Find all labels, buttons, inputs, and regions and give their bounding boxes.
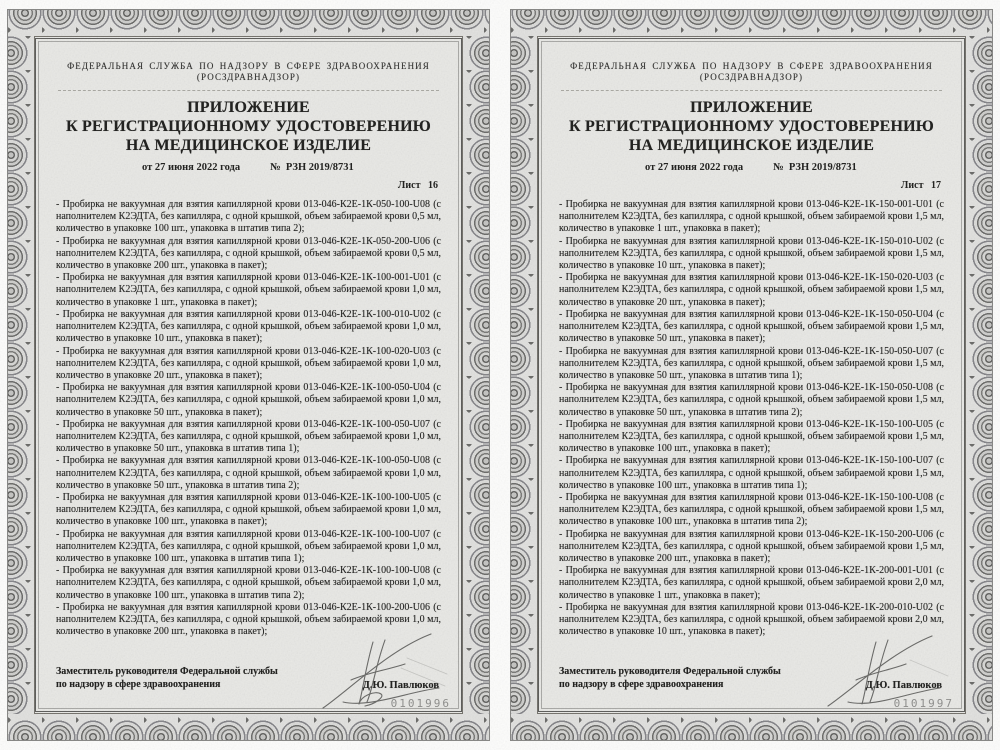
sheet-number: Лист 17 [900, 180, 941, 192]
product-item: - Пробирка не вакуумная для взятия капиллярной крови 013-046-К2Е-1К-100-050-U04 (с наполнителем К2ЭДТА, без капилляра, с одной крышкой, объем забираемой крови 1,0 мл, количество в упаковке 50 шт., упаковка в пакет); [56, 382, 441, 418]
title-line-2: К РЕГИСТРАЦИОННОМУ УДОСТОВЕРЕНИЮ [568, 117, 935, 135]
dashed-divider [58, 90, 439, 91]
agency-header [559, 61, 944, 84]
product-item: - Пробирка не вакуумная для взятия капиллярной крови 013-046-К2Е-1К-100-100-U07 (с наполнителем К2ЭДТА, без капилляра, с одной крышкой, объем забираемой крови 1,0 мл, количество в упаковке 100 шт., упаковка в штатив типа 1); [56, 528, 441, 564]
product-item: - Пробирка не вакуумная для взятия капиллярной крови 013-046-К2Е-1К-150-100-U08 (с наполнителем К2ЭДТА, без капилляра, с одной крышкой, объем забираемой крови 1,5 мл, количество в упаковке 100 шт., упаковка в штатив типа 2); [559, 491, 944, 528]
ornamental-border-right [462, 36, 489, 714]
signer-title-line-1: Заместитель руководителя Федеральной службы [559, 666, 781, 677]
agency-name: ФЕДЕРАЛЬНАЯ СЛУЖБА ПО НАДЗОРУ В СФЕРЕ ЗДРАВООХРАНЕНИЯ [570, 61, 933, 71]
document-title [56, 98, 441, 156]
product-item: - Пробирка не вакуумная для взятия капиллярной крови 013-046-К2Е-1К-150-050-U07 (с наполнителем К2ЭДТА, без капилляра, с одной крышкой, объем забираемой крови 1,5 мл, количество в упаковке 50 шт., упаковка в штатив типа 1); [559, 345, 944, 381]
product-item: - Пробирка не вакуумная для взятия капиллярной крови 013-046-К2Е-1К-050-200-U06 (с наполнителем К2ЭДТА, без капилляра, с одной крышкой, объем забираемой крови 0,5 мл, количество в упаковке 200 шт., упаковка в пакет); [56, 235, 441, 272]
product-item: - Пробирка не вакуумная для взятия капиллярной крови 013-046-К2Е-1К-150-010-U02 (с наполнителем К2ЭДТА, без капилляра, с одной крышкой, объем забираемой крови 1,5 мл, количество в упаковке 10 шт., упаковка в пакет); [559, 235, 944, 272]
product-item: - Пробирка не вакуумная для взятия капиллярной крови 013-046-К2Е-1К-150-050-U04 (с наполнителем К2ЭДТА, без капилляра, с одной крышкой, объем забираемой крови 1,5 мл, количество в упаковке 50 шт., упаковка в пакет); [559, 308, 944, 345]
product-item: - Пробирка не вакуумная для взятия капиллярной крови 013-046-К2Е-1К-050-100-U08 (с наполнителем К2ЭДТА, без капилляра, с одной крышкой, объем забираемой крови 0,5 мл, количество в упаковке 100 шт., упаковка в штатив типа 2); [56, 199, 441, 235]
product-item: - Пробирка не вакуумная для взятия капиллярной крови 013-046-К2Е-1К-150-001-U01 (с наполнителем К2ЭДТА, без капилляра, с одной крышкой, объем забираемой крови 1,5 мл, количество в упаковке 1 шт., упаковка в пакет); [559, 199, 944, 235]
product-item: - Пробирка не вакуумная для взятия капиллярной крови 013-046-К2Е-1К-200-001-U01 (с наполнителем К2ЭДТА, без капилляра, с одной крышкой, объем забираемой крови 2,0 мл, количество в упаковке 1 шт., упаковка в пакет); [559, 565, 944, 601]
dashed-divider [561, 90, 942, 91]
product-item: - Пробирка не вакуумная для взятия капиллярной крови 013-046-К2Е-1К-100-010-U02 (с наполнителем К2ЭДТА, без капилляра, с одной крышкой, объем забираемой крови 1,0 мл, количество в упаковке 10 шт., упаковка в пакет); [56, 308, 441, 345]
agency-name: ФЕДЕРАЛЬНАЯ СЛУЖБА ПО НАДЗОРУ В СФЕРЕ ЗДРАВООХРАНЕНИЯ [67, 61, 430, 71]
agency-abbreviation: (РОСЗДРАВНАДЗОР) [196, 72, 301, 83]
product-items-list [56, 199, 441, 663]
product-item: - Пробирка не вакуумная для взятия капиллярной крови 013-046-К2Е-1К-150-050-U08 (с наполнителем К2ЭДТА, без капилляра, с одной крышкой, объем забираемой крови 1,5 мл, количество в упаковке 50 шт., упаковка в штатив типа 2); [559, 382, 944, 418]
issue-date: от 27 июня 2022 года [645, 162, 744, 174]
ornamental-border-top [8, 10, 489, 37]
document-title [559, 98, 944, 156]
signer-name: Д.Ю. Павлюков [865, 680, 942, 691]
page-frame [35, 38, 462, 712]
ornamental-border-bottom [8, 713, 489, 740]
title-line-1: ПРИЛОЖЕНИЕ [690, 98, 813, 116]
product-item: - Пробирка не вакуумная для взятия капиллярной крови 013-046-К2Е-1К-200-010-U02 (с наполнителем К2ЭДТА, без капилляра, с одной крышкой, объем забираемой крови 2,0 мл, количество в упаковке 10 шт., упаковка в пакет); [559, 601, 944, 638]
signer-title [56, 665, 278, 691]
signer-title-line-2: по надзору в сфере здравоохранения [559, 679, 724, 690]
registration-number: № РЗН 2019/8731 [773, 162, 857, 174]
product-item: - Пробирка не вакуумная для взятия капиллярной крови 013-046-К2Е-1К-150-020-U03 (с наполнителем К2ЭДТА, без капилляра, с одной крышкой, объем забираемой крови 1,5 мл, количество в упаковке 20 шт., упаковка в пакет); [559, 272, 944, 308]
serial-number: 0101997 [893, 697, 954, 710]
signer-title-line-1: Заместитель руководителя Федеральной службы [56, 666, 278, 677]
signature-block [56, 665, 441, 691]
ornamental-border-bottom [511, 713, 992, 740]
product-item: - Пробирка не вакуумная для взятия капиллярной крови 013-046-К2Е-1К-100-001-U01 (с наполнителем К2ЭДТА, без капилляра, с одной крышкой, объем забираемой крови 1,0 мл, количество в упаковке 1 шт., упаковка в пакет); [56, 272, 441, 308]
agency-abbreviation: (РОСЗДРАВНАДЗОР) [699, 72, 804, 83]
ornamental-border-right [965, 36, 992, 714]
meta-row [559, 162, 944, 173]
title-line-2: К РЕГИСТРАЦИОННОМУ УДОСТОВЕРЕНИЮ [65, 117, 432, 135]
product-item: - Пробирка не вакуумная для взятия капиллярной крови 013-046-К2Е-1К-150-100-U05 (с наполнителем К2ЭДТА, без капилляра, с одной крышкой, объем забираемой крови 1,5 мл, количество в упаковке 100 шт., упаковка в пакет); [559, 418, 944, 455]
page-frame [538, 38, 965, 712]
sheet-number: Лист 16 [397, 180, 438, 192]
certificate-page-sheet-16 [7, 9, 490, 741]
title-line-3: НА МЕДИЦИНСКОЕ ИЗДЕЛИЕ [125, 136, 372, 154]
product-item: - Пробирка не вакуумная для взятия капиллярной крови 013-046-К2Е-1К-100-050-U07 (с наполнителем К2ЭДТА, без капилляра, с одной крышкой, объем забираемой крови 1,0 мл, количество в упаковке 50 шт., упаковка в штатив типа 1); [56, 418, 441, 455]
signature-block [559, 665, 944, 691]
ornamental-border-top [511, 10, 992, 37]
signer-title [559, 665, 781, 691]
signer-name: Д.Ю. Павлюков [362, 680, 439, 691]
serial-number: 0101996 [390, 697, 451, 710]
agency-header [56, 61, 441, 84]
ornamental-border-left [8, 36, 35, 714]
meta-row [56, 162, 441, 173]
product-item: - Пробирка не вакуумная для взятия капиллярной крови 013-046-К2Е-1К-100-050-U08 (с наполнителем К2ЭДТА, без капилляра, с одной крышкой, объем забираемой крови 1,0 мл, количество в упаковке 50 шт., упаковка в штатив типа 2); [56, 455, 441, 491]
ornamental-border-left [511, 36, 538, 714]
product-item: - Пробирка не вакуумная для взятия капиллярной крови 013-046-К2Е-1К-100-200-U06 (с наполнителем К2ЭДТА, без капилляра, с одной крышкой, объем забираемой крови 1,0 мл, количество в упаковке 200 шт., упаковка в пакет); [56, 601, 441, 638]
product-item: - Пробирка не вакуумная для взятия капиллярной крови 013-046-К2Е-1К-150-200-U06 (с наполнителем К2ЭДТА, без капилляра, с одной крышкой, объем забираемой крови 1,5 мл, количество в упаковке 200 шт., упаковка в пакет); [559, 528, 944, 564]
title-line-1: ПРИЛОЖЕНИЕ [187, 98, 310, 116]
title-line-3: НА МЕДИЦИНСКОЕ ИЗДЕЛИЕ [628, 136, 875, 154]
product-item: - Пробирка не вакуумная для взятия капиллярной крови 013-046-К2Е-1К-100-020-U03 (с наполнителем К2ЭДТА, без капилляра, с одной крышкой, объем забираемой крови 1,0 мл, количество в упаковке 20 шт., упаковка в пакет); [56, 345, 441, 381]
product-item: - Пробирка не вакуумная для взятия капиллярной крови 013-046-К2Е-1К-100-100-U05 (с наполнителем К2ЭДТА, без капилляра, с одной крышкой, объем забираемой крови 1,0 мл, количество в упаковке 100 шт., упаковка в пакет); [56, 491, 441, 528]
product-item: - Пробирка не вакуумная для взятия капиллярной крови 013-046-К2Е-1К-150-100-U07 (с наполнителем К2ЭДТА, без капилляра, с одной крышкой, объем забираемой крови 1,5 мл, количество в упаковке 100 шт., упаковка в штатив типа 1); [559, 455, 944, 491]
issue-date: от 27 июня 2022 года [142, 162, 241, 174]
product-items-list [559, 199, 944, 663]
certificate-page-sheet-17 [510, 9, 993, 741]
signer-title-line-2: по надзору в сфере здравоохранения [56, 679, 221, 690]
registration-number: № РЗН 2019/8731 [270, 162, 354, 174]
product-item: - Пробирка не вакуумная для взятия капиллярной крови 013-046-К2Е-1К-100-100-U08 (с наполнителем К2ЭДТА, без капилляра, с одной крышкой, объем забираемой крови 1,0 мл, количество в упаковке 100 шт., упаковка в штатив типа 2); [56, 565, 441, 601]
